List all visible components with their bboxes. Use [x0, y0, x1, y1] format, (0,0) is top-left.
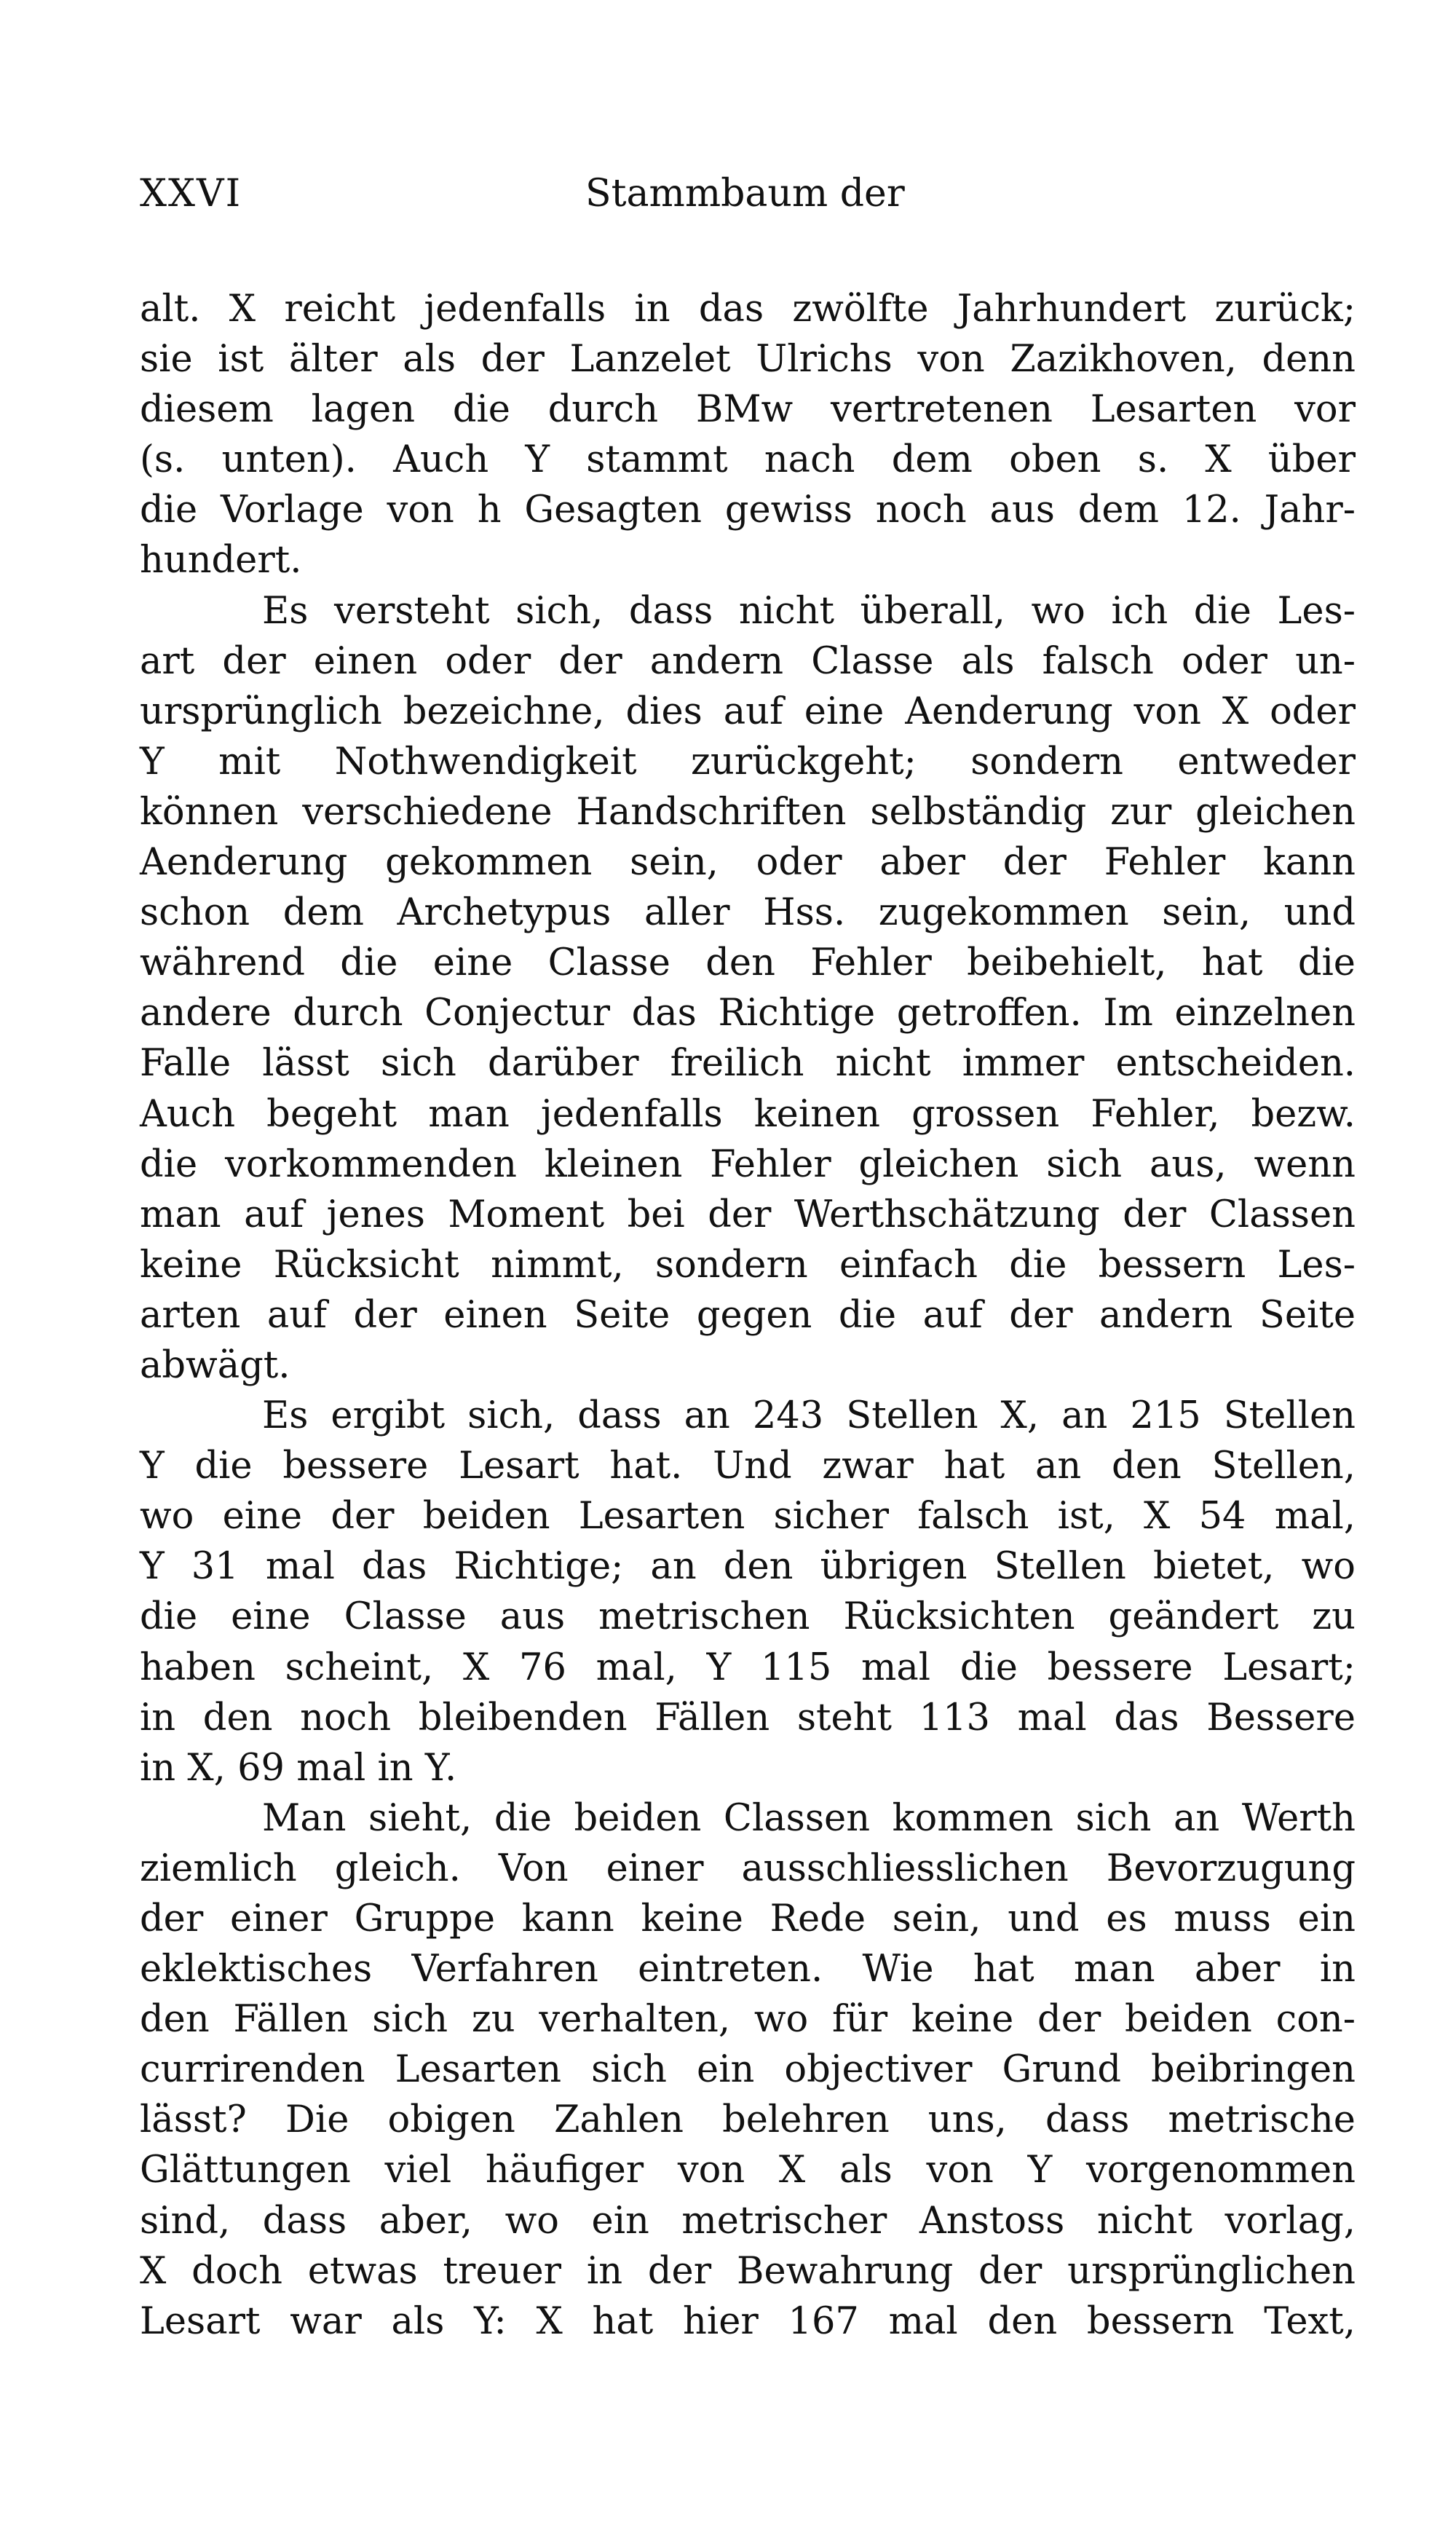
text-line: lässt? Die obigen Zahlen belehren uns, dass metrische: [140, 2098, 1356, 2142]
text-line: ursprünglich bezeichne, dies auf eine Aenderung von X oder: [140, 690, 1356, 733]
text-line: den Fällen sich zu verhalten, wo für keine der beiden con-: [140, 1998, 1356, 2042]
text-line: Y mit Nothwendigkeit zurückgeht; sondern entweder: [140, 740, 1356, 783]
text-line: Aenderung gekommen sein, oder aber der Fehler kann: [140, 841, 1356, 885]
paragraph-start-line: Man sieht, die beiden Classen kommen sich an Werth: [262, 1796, 1356, 1840]
text-line: ziemlich gleich. Von einer ausschliesslichen Bevorzugung: [140, 1846, 1356, 1890]
text-line: arten auf der einen Seite gegen die auf der andern Seite: [140, 1293, 1356, 1337]
text-line: die Vorlage von h Gesagten gewiss noch aus dem 12. Jahr-: [140, 489, 1356, 532]
text-line: man auf jenes Moment bei der Werthschätzung der Classen: [140, 1193, 1356, 1236]
text-line: sie ist älter als der Lanzelet Ulrichs von Zazikhoven, denn: [140, 338, 1356, 382]
text-line: der einer Gruppe kann keine Rede sein, und es muss ein: [140, 1897, 1356, 1940]
text-line: die vorkommenden kleinen Fehler gleichen sich aus, wenn: [140, 1142, 1356, 1186]
text-line: Auch begeht man jedenfalls keinen grossen Fehler, bezw.: [140, 1092, 1356, 1136]
text-line: Glättungen viel häufiger von X als von Y vorgenommen: [140, 2149, 1356, 2192]
text-line: art der einen oder der andern Classe als falsch oder un-: [140, 639, 1356, 683]
text-line: hundert.: [140, 539, 302, 582]
text-line: Y die bessere Lesart hat. Und zwar hat an den Stellen,: [140, 1445, 1356, 1488]
text-line: Lesart war als Y: X hat hier 167 mal den bessern Text,: [140, 2299, 1356, 2343]
text-line: können verschiedene Handschriften selbständig zur gleichen: [140, 790, 1356, 834]
text-line: andere durch Conjectur das Richtige getroffen. Im einzelnen: [140, 992, 1356, 1035]
paragraph-start-line: Es versteht sich, dass nicht überall, wo ich die Les-: [262, 589, 1356, 633]
page-header: [140, 172, 1356, 230]
text-line: die eine Classe aus metrischen Rücksichten geändert zu: [140, 1595, 1356, 1639]
text-line: wo eine der beiden Lesarten sicher falsch ist, X 54 mal,: [140, 1495, 1356, 1538]
text-line: Falle lässt sich darüber freilich nicht immer entscheiden.: [140, 1042, 1356, 1086]
paragraph-start-line: Es ergibt sich, dass an 243 Stellen X, an 215 Stellen: [262, 1394, 1356, 1438]
text-line: Y 31 mal das Richtige; an den übrigen Stellen bietet, wo: [140, 1545, 1356, 1589]
text-line: X doch etwas treuer in der Bewahrung der ursprünglichen: [140, 2249, 1356, 2293]
text-line: eklektisches Verfahren eintreten. Wie hat man aber in: [140, 1948, 1356, 1991]
running-head: Stammbaum der: [585, 172, 905, 216]
text-line: currirenden Lesarten sich ein objectiver Grund beibringen: [140, 2048, 1356, 2092]
text-line: während die eine Classe den Fehler beibehielt, hat die: [140, 941, 1356, 985]
page-number: XXVI: [140, 172, 242, 216]
text-line: in den noch bleibenden Fällen steht 113 mal das Bessere: [140, 1696, 1356, 1739]
text-line: alt. X reicht jedenfalls in das zwölfte Jahrhundert zurück;: [140, 288, 1356, 331]
body-text: [140, 284, 1356, 2347]
text-line: (s. unten). Auch Y stammt nach dem oben s. X über: [140, 438, 1356, 482]
text-line: abwägt.: [140, 1343, 290, 1387]
text-line: sind, dass aber, wo ein metrischer Anstoss nicht vorlag,: [140, 2199, 1356, 2243]
text-line: schon dem Archetypus aller Hss. zugekommen sein, und: [140, 891, 1356, 935]
text-line: in X, 69 mal in Y.: [140, 1746, 457, 1790]
text-line: haben scheint, X 76 mal, Y 115 mal die bessere Lesart;: [140, 1646, 1356, 1689]
text-line: diesem lagen die durch BMw vertretenen Lesarten vor: [140, 388, 1356, 432]
text-line: keine Rücksicht nimmt, sondern einfach die bessern Les-: [140, 1243, 1356, 1287]
